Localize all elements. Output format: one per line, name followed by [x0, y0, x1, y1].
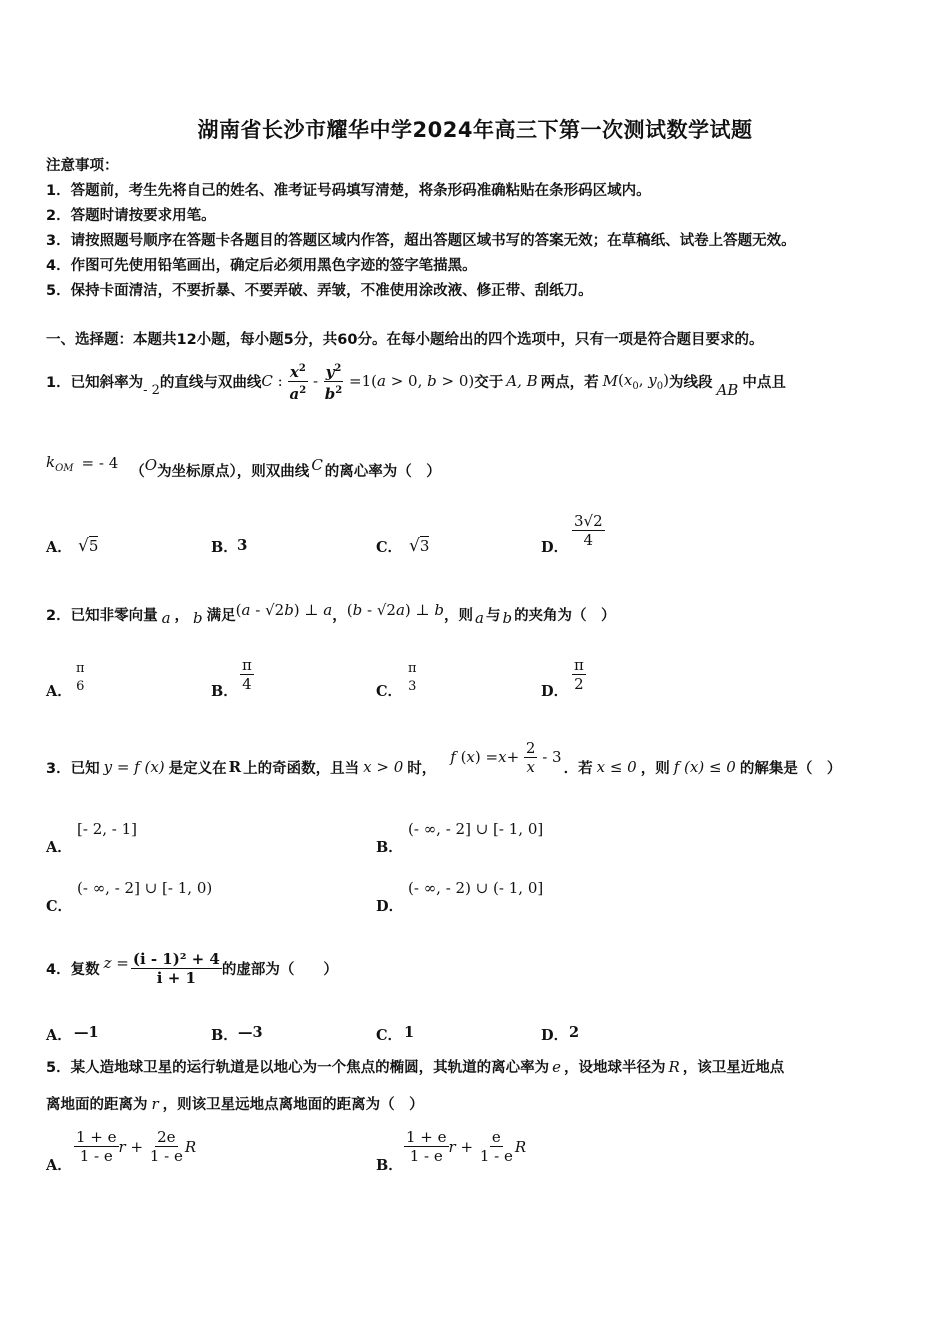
option-label: C．	[46, 898, 73, 915]
q3-reals: R	[228, 758, 242, 776]
option-label: A．	[46, 539, 72, 556]
option-label: A．	[46, 1027, 72, 1044]
q1-text: 为坐标原点），则双曲线	[157, 463, 310, 480]
q3-definition: f ( x ) = x + $\frac{2}{x}$ - 3	[450, 738, 562, 776]
q2-text: 的夹角为（ ）	[514, 607, 616, 624]
q4-option-a[interactable]: —1	[74, 1024, 99, 1041]
q3-text: 上的奇函数，且当	[243, 760, 360, 777]
q2-condition-1: (a - √2b) ⊥ a	[235, 601, 333, 619]
option-label: D．	[376, 898, 404, 915]
q1-slope: - 2	[143, 382, 160, 398]
q1-k-value: = - 4	[81, 454, 119, 472]
q3-text: 3．已知	[46, 760, 100, 777]
q1-k: $k_{OM}$	[46, 452, 74, 474]
q2-text: ，则	[444, 607, 473, 624]
q3-text: ，则	[640, 760, 670, 777]
q1-text: 的直线与双曲线	[159, 374, 262, 391]
q2-text: 满足	[206, 607, 236, 624]
q1-curve-label: C	[261, 372, 273, 390]
notice-item: 4．作图可先使用铅笔画出，确定后必须用黑色字迹的签字笔描黑。	[46, 258, 477, 274]
q4-option-d[interactable]: 2	[569, 1024, 580, 1041]
notice-heading: 注意事项：	[46, 158, 119, 174]
q3-text: 的解集是（ ）	[739, 760, 842, 777]
q5-radius: R	[668, 1058, 680, 1076]
q2-vector-a: a	[161, 609, 171, 627]
q5-option-a[interactable]: $\frac{1 + e}{1 - e}$ r + $\frac{2e}{1 - e}$ R	[76, 1128, 197, 1165]
q2-vector-a: a	[475, 609, 484, 627]
q3-option-d[interactable]: (- ∞, - 2) ∪ (- 1, 0]	[408, 879, 544, 897]
q4-z: z =	[103, 954, 129, 972]
option-label: B．	[376, 839, 403, 856]
notice-item: 2．答题时请按要求用笔。	[46, 208, 216, 224]
q3-option-c[interactable]: (- ∞, - 2] ∪ [- 1, 0)	[77, 879, 213, 897]
section-header: 一、选择题：本题共12小题，每小题5分，共60分。在每小题给出的四个选项中，只有一项是符合题目要求的。	[46, 332, 764, 348]
q4-text: 4．复数	[46, 961, 100, 978]
q2-option-a[interactable]: π 6	[76, 661, 85, 694]
option-label: C．	[376, 683, 403, 700]
option-label: B．	[376, 1157, 403, 1174]
question-5-stem-line-2: 离地面的距离为 r ，则该卫星远地点离地面的距离为（ ）	[46, 1095, 424, 1113]
q3-condition-2: x ≤ 0	[596, 758, 637, 776]
q1-fraction-x: $\frac{x^2}{a^2}$	[287, 360, 308, 403]
q3-inequality: f (x) ≤ 0	[673, 758, 736, 776]
question-4-stem	[46, 944, 338, 992]
option-label: D．	[541, 683, 569, 700]
q1-option-c[interactable]: √3	[409, 536, 430, 556]
q5-perigee-distance: r	[151, 1095, 159, 1113]
notice-item: 5．保持卡面清洁，不要折暴、不要弄破、弄皱，不准使用涂改液、修正带、刮纸刀。	[46, 283, 593, 299]
question-1-stem: 1．已知斜率为 - 2 的直线与双曲线 C : $\frac{x^2}{a^2}$ - $\frac{y^2}{b^2}$ =1(a > 0, b > 0) 交于 A, B 两点，若 M ($x_0$, $y_0$) 为线段 AB 中点且	[46, 356, 786, 406]
q2-text: 与	[485, 607, 501, 624]
option-label: D．	[541, 1027, 569, 1044]
q1-text: 交于	[474, 374, 504, 391]
q1-text: 的离心率为（ ）	[324, 463, 441, 480]
option-label: D．	[541, 539, 569, 556]
q1-text: 1．已知斜率为	[46, 374, 144, 391]
q3-function: y = f (x)	[103, 758, 165, 776]
q1-text: 中点且	[742, 374, 786, 391]
q4-option-b[interactable]: —3	[238, 1024, 263, 1041]
q3-condition: x > 0	[363, 758, 404, 776]
q1-fraction-y: $\frac{y^2}{b^2}$	[323, 360, 344, 403]
q1-option-b[interactable]: 3	[237, 536, 248, 554]
q3-text: ．若	[563, 760, 593, 777]
q2-option-d[interactable]: $\frac{\pi}{2}$	[574, 656, 584, 693]
q1-segment: AB	[716, 381, 739, 399]
q1-origin: O	[144, 456, 158, 474]
question-5-stem: 5．某人造地球卫星的运行轨道是以地心为一个焦点的椭圆，其轨道的离心率为 e ，设地球半径为 R ，该卫星近地点	[46, 1058, 785, 1076]
q1-option-a[interactable]: √5	[78, 536, 99, 556]
q4-fraction: $\frac{\text{(i - 1)² + 4}}{i + 1}$	[132, 949, 220, 987]
q1-curve-label: C	[311, 456, 323, 474]
option-label: A．	[46, 1157, 72, 1174]
q4-option-c[interactable]: 1	[404, 1024, 415, 1041]
q5-eccentricity: e	[552, 1058, 561, 1076]
q1-text: 为线段	[668, 374, 713, 391]
q2-text: 2．已知非零向量	[46, 607, 158, 624]
q1-points: A, B	[506, 372, 538, 390]
option-label: B．	[211, 1027, 238, 1044]
q5-option-b[interactable]: $\frac{1 + e}{1 - e}$ r + $\frac{e}{1 - e}$ R	[406, 1128, 527, 1165]
notice-item: 1．答题前，考生先将自己的姓名、准考证号码填写清楚，将条形码准确粘贴在条形码区域内。	[46, 183, 651, 199]
option-label: C．	[376, 1027, 403, 1044]
q2-option-c[interactable]: π 3	[408, 661, 417, 694]
question-1-condition: $k_{OM}$ = - 4 （ O 为坐标原点），则双曲线 C 的离心率为（ ）	[46, 452, 441, 480]
q2-option-b[interactable]: $\frac{\pi}{4}$	[242, 656, 252, 693]
notice-item: 3．请按照题号顺序在答题卡各题目的答题区域内作答，超出答题区域书写的答案无效；在草稿纸、试卷上答题无效。	[46, 233, 796, 249]
option-label: A．	[46, 683, 72, 700]
option-label: A．	[46, 839, 72, 856]
q1-midpoint: M	[602, 372, 618, 390]
option-label: B．	[211, 539, 238, 556]
q3-text: 时，	[407, 760, 437, 777]
question-3-stem	[46, 740, 841, 794]
q1-option-d[interactable]: $\frac{3√2}{4}$	[574, 512, 603, 549]
option-label: B．	[211, 683, 238, 700]
q3-text: 是定义在	[168, 760, 227, 777]
q3-option-b[interactable]: (- ∞, - 2] ∪ [- 1, 0]	[408, 820, 544, 838]
page-title: 湖南省长沙市耀华中学2024年高三下第一次测试数学试题	[197, 118, 753, 142]
q2-condition-2: (b - √2a) ⊥ b	[346, 601, 444, 619]
q1-text: 两点，若	[540, 374, 599, 391]
q3-option-a[interactable]: [- 2, - 1]	[77, 820, 137, 838]
option-label: C．	[376, 539, 403, 556]
q4-text: 的虚部为（ ）	[221, 961, 338, 978]
q2-vector-b: b	[502, 609, 513, 627]
q2-vector-b: b	[193, 609, 203, 627]
question-2-stem: 2．已知非零向量 a ， b 满足 (a - √2b) ⊥ a ， (b - √2a) ⊥ b ，则 a 与 b 的夹角为（ ）	[46, 601, 616, 627]
